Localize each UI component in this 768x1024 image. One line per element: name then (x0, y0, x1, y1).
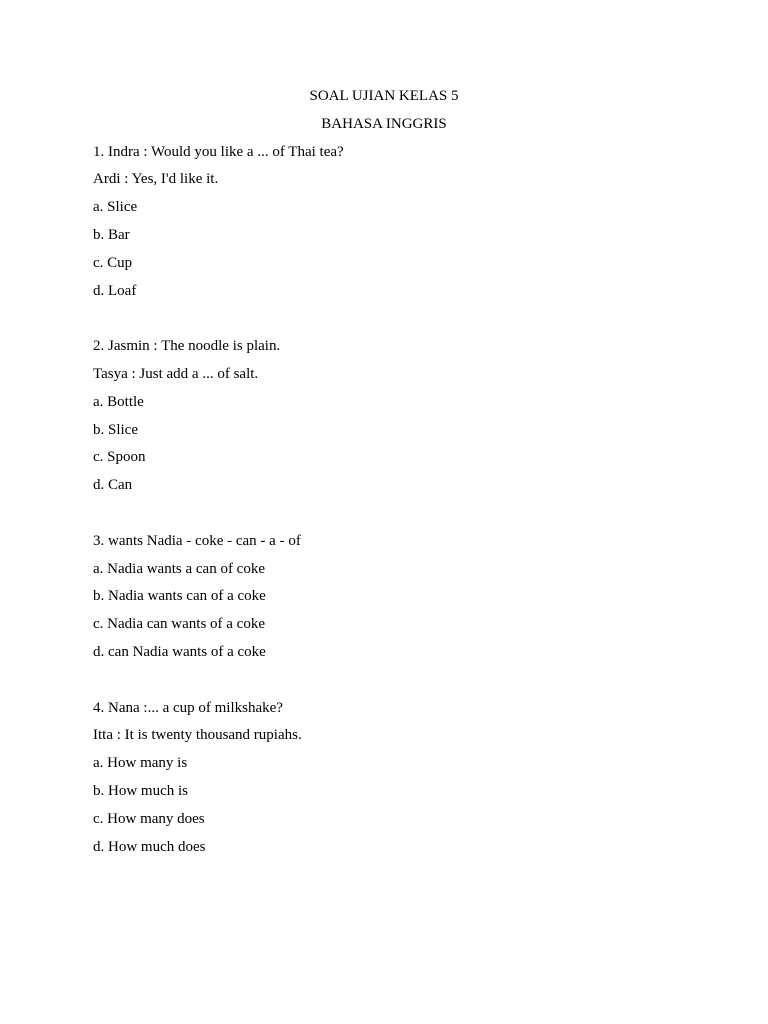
question-2 (93, 337, 673, 504)
question-1 (93, 143, 673, 310)
question-2-option-a: a. Bottle (93, 393, 144, 410)
question-4-prompt: 4. Nana :... a cup of milkshake? (93, 699, 283, 716)
question-3 (93, 532, 673, 671)
question-1-prompt: 1. Indra : Would you like a ... of Thai tea? (93, 143, 344, 160)
question-1-option-b: b. Bar (93, 226, 130, 243)
question-2-prompt: 2. Jasmin : The noodle is plain. (93, 338, 281, 355)
question-4-option-c: c. How many does (93, 810, 205, 827)
question-3-prompt: 3. wants Nadia - coke - can - a - of (93, 532, 301, 549)
question-2-option-d: d. Can (93, 477, 133, 494)
document-page (93, 87, 673, 865)
spacer (93, 671, 673, 699)
question-1-option-c: c. Cup (93, 254, 133, 271)
question-2-reply: Tasya : Just add a ... of salt. (93, 365, 259, 382)
question-2-option-c: c. Spoon (93, 449, 146, 466)
question-4-reply: Itta : It is twenty thousand rupiahs. (93, 727, 302, 744)
question-4-option-a: a. How many is (93, 755, 188, 772)
question-4 (93, 699, 673, 866)
question-3-option-b: b. Nadia wants can of a coke (93, 588, 266, 605)
question-3-option-d: d. can Nadia wants of a coke (93, 643, 266, 660)
question-2-option-b: b. Slice (93, 421, 138, 438)
question-1-option-a: a. Slice (93, 199, 138, 216)
spacer (93, 504, 673, 532)
question-1-reply: Ardi : Yes, I'd like it. (93, 171, 219, 188)
document-subject: BAHASA INGGRIS (321, 115, 447, 132)
spacer (93, 309, 673, 337)
question-3-option-c: c. Nadia can wants of a coke (93, 616, 266, 633)
question-1-option-d: d. Loaf (93, 282, 137, 299)
document-title: SOAL UJIAN KELAS 5 (309, 88, 459, 104)
question-3-option-a: a. Nadia wants a can of coke (93, 560, 266, 577)
question-4-option-d: d. How much does (93, 838, 206, 855)
question-4-option-b: b. How much is (93, 782, 188, 799)
